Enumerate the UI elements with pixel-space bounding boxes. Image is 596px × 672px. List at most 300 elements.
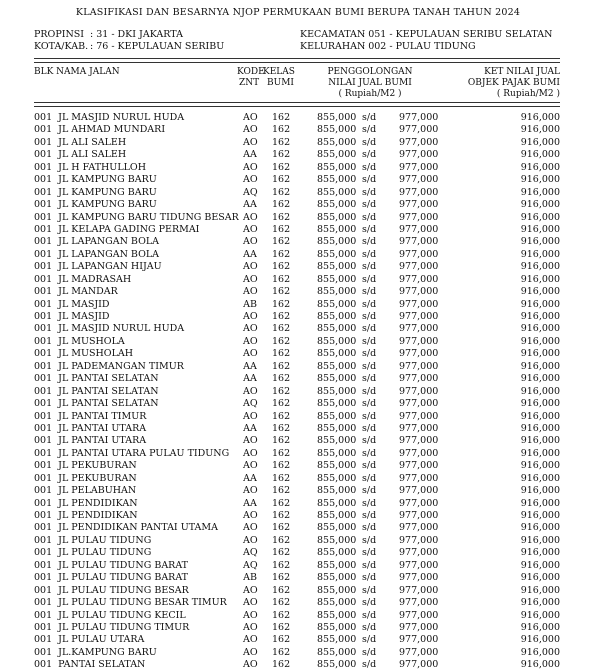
row-max-value: 977,000: [399, 497, 439, 509]
row-street: JL PEKUBURAN: [58, 460, 137, 472]
row-znt: AO: [243, 485, 258, 497]
row-sd: s/d: [362, 223, 377, 235]
row-max-value: 977,000: [399, 621, 439, 633]
row-street: JL PULAU TIDUNG: [58, 547, 152, 559]
table-row: [0, 510, 596, 522]
row-znt: AQ: [243, 547, 258, 559]
row-njop-value: 916,000: [520, 136, 560, 148]
row-street: JL MASJID: [58, 311, 110, 322]
row-street: JL PENDIDIKAN: [58, 497, 138, 509]
row-min-value: 855,000: [317, 223, 357, 235]
row-kelas: 162: [272, 398, 291, 410]
row-njop-value: 916,000: [520, 273, 560, 285]
row-max-value: 977,000: [399, 261, 439, 273]
row-blk: 001: [34, 659, 53, 671]
row-sd: s/d: [362, 335, 377, 347]
row-min-value: 855,000: [317, 584, 357, 596]
row-njop-value: 916,000: [520, 223, 560, 235]
row-njop-value: 916,000: [520, 497, 560, 509]
row-blk-street: [34, 286, 118, 298]
row-njop-value: 916,000: [520, 435, 560, 447]
row-blk-street: [34, 659, 145, 671]
row-min-value: 855,000: [317, 149, 357, 161]
row-blk: 001: [34, 522, 53, 534]
row-street: JL PANTAI UTARA: [58, 422, 147, 434]
row-street: JL PULAU UTARA: [58, 634, 145, 646]
table-row: [0, 112, 596, 124]
row-street: JL H FATHULLOH: [58, 161, 147, 173]
table-row: [0, 373, 596, 385]
row-znt: AO: [243, 161, 258, 173]
row-znt: AA: [243, 248, 257, 260]
row-min-value: 855,000: [317, 373, 357, 385]
row-min-value: 855,000: [317, 497, 357, 509]
row-blk-street: [34, 448, 229, 460]
row-znt: AO: [243, 112, 258, 123]
row-kelas: 162: [272, 161, 291, 173]
row-blk: 001: [34, 161, 53, 173]
row-njop-value: 916,000: [520, 261, 560, 273]
row-street: JL MUSHOLA: [58, 335, 125, 347]
row-blk: 001: [34, 136, 53, 148]
row-blk: 001: [34, 273, 53, 285]
row-min-value: 855,000: [317, 609, 357, 621]
row-znt: AO: [243, 323, 258, 335]
row-blk-street: [34, 535, 151, 547]
row-street: JL PANTAI UTARA: [58, 435, 147, 447]
table-row: [0, 149, 596, 161]
row-blk-street: [34, 112, 184, 124]
row-blk-street: [34, 634, 144, 646]
row-street: JL MANDAR: [58, 286, 118, 298]
row-njop-value: 916,000: [520, 460, 560, 472]
table-row: [0, 274, 596, 286]
row-blk: 001: [34, 559, 53, 571]
kecamatan-value: : 051 - KEPULAUAN SERIBU SELATAN: [362, 29, 553, 40]
table-row: [0, 386, 596, 398]
row-njop-value: 916,000: [520, 609, 560, 621]
row-min-value: 855,000: [317, 311, 357, 322]
row-max-value: 977,000: [399, 584, 439, 596]
row-max-value: 977,000: [399, 199, 439, 211]
row-street: JL PELABUHAN: [58, 485, 137, 497]
row-street: JL MUSHOLAH: [58, 348, 134, 360]
row-max-value: 977,000: [399, 485, 439, 497]
row-blk-street: [34, 361, 184, 373]
row-njop-value: 916,000: [520, 248, 560, 260]
row-blk: 001: [34, 236, 53, 248]
row-blk: 001: [34, 311, 53, 322]
row-street: JL PULAU TIDUNG KECIL: [58, 609, 186, 621]
row-sd: s/d: [362, 273, 377, 285]
row-sd: s/d: [362, 572, 377, 584]
row-kelas: 162: [272, 261, 291, 273]
row-max-value: 977,000: [399, 398, 439, 410]
table-row: [0, 323, 596, 335]
row-street: JL PANTAI UTARA PULAU TIDUNG: [58, 447, 230, 459]
row-njop-value: 916,000: [520, 447, 560, 459]
row-sd: s/d: [362, 634, 377, 646]
row-max-value: 977,000: [399, 248, 439, 260]
row-njop-value: 916,000: [520, 348, 560, 360]
row-blk: 001: [34, 261, 53, 273]
table-row: [0, 299, 596, 311]
row-blk-street: [34, 597, 227, 609]
row-blk: 001: [34, 497, 53, 509]
row-blk: 001: [34, 199, 53, 211]
row-njop-value: 916,000: [520, 335, 560, 347]
row-min-value: 855,000: [317, 286, 357, 298]
row-min-value: 855,000: [317, 621, 357, 633]
row-max-value: 977,000: [399, 609, 439, 621]
row-blk-street: [34, 610, 186, 622]
row-max-value: 977,000: [399, 447, 439, 459]
table-row: [0, 498, 596, 510]
table-row: [0, 199, 596, 211]
row-sd: s/d: [362, 559, 377, 571]
row-blk: 001: [34, 609, 53, 621]
row-kelas: 162: [272, 323, 291, 335]
row-njop-value: 916,000: [520, 124, 560, 136]
row-max-value: 977,000: [399, 273, 439, 285]
row-kelas: 162: [272, 435, 291, 447]
row-sd: s/d: [362, 447, 377, 459]
row-blk: 001: [34, 584, 53, 596]
row-max-value: 977,000: [399, 460, 439, 472]
row-min-value: 855,000: [317, 385, 357, 397]
row-kelas: 162: [272, 559, 291, 571]
table-row: [0, 572, 596, 584]
row-blk-street: [34, 622, 189, 634]
row-blk: 001: [34, 510, 53, 521]
col-bumi: BUMI: [267, 78, 294, 88]
row-blk: 001: [34, 360, 53, 372]
table-row: [0, 311, 596, 323]
table-row: [0, 659, 596, 671]
row-znt: AO: [243, 435, 258, 447]
row-street: JL ALI SALEH: [58, 149, 127, 161]
row-max-value: 977,000: [399, 112, 439, 123]
row-min-value: 855,000: [317, 634, 357, 646]
row-sd: s/d: [362, 211, 377, 223]
row-blk-street: [34, 311, 110, 323]
row-znt: AO: [243, 286, 258, 298]
row-blk: 001: [34, 298, 53, 310]
row-njop-value: 916,000: [520, 597, 560, 609]
row-znt: AA: [243, 422, 257, 434]
row-sd: s/d: [362, 460, 377, 472]
row-znt: AA: [243, 497, 257, 509]
row-blk: 001: [34, 149, 53, 161]
row-sd: s/d: [362, 348, 377, 360]
row-blk-street: [34, 224, 199, 236]
row-max-value: 977,000: [399, 534, 439, 546]
row-znt: AO: [243, 522, 258, 534]
row-min-value: 855,000: [317, 559, 357, 571]
row-kelas: 162: [272, 534, 291, 546]
row-blk: 001: [34, 634, 53, 646]
row-znt: AO: [243, 211, 258, 223]
row-njop-value: 916,000: [520, 646, 560, 658]
row-street: JL KAMPUNG BARU: [58, 199, 157, 211]
row-sd: s/d: [362, 510, 377, 521]
row-min-value: 855,000: [317, 646, 357, 658]
row-min-value: 855,000: [317, 597, 357, 609]
row-blk-street: [34, 249, 159, 261]
row-blk-street: [34, 572, 188, 584]
row-znt: AA: [243, 360, 257, 372]
row-street: JL PULAU TIDUNG: [58, 534, 152, 546]
col-ket-1: KET NILAI JUAL: [484, 67, 560, 77]
njop-table-body: [0, 112, 596, 672]
row-blk: 001: [34, 460, 53, 472]
row-znt: AO: [243, 659, 258, 671]
row-min-value: 855,000: [317, 136, 357, 148]
row-street: JL LAPANGAN BOLA: [58, 236, 160, 248]
table-row: [0, 622, 596, 634]
table-row: [0, 336, 596, 348]
row-street: JL MADRASAH: [58, 273, 132, 285]
row-min-value: 855,000: [317, 211, 357, 223]
table-row: [0, 460, 596, 472]
row-min-value: 855,000: [317, 485, 357, 497]
row-blk: 001: [34, 410, 53, 422]
row-street: JL MASJID NURUL HUDA: [58, 112, 185, 123]
table-row: [0, 236, 596, 248]
row-kelas: 162: [272, 286, 291, 298]
row-blk-street: [34, 348, 133, 360]
row-njop-value: 916,000: [520, 112, 560, 123]
row-blk: 001: [34, 323, 53, 335]
row-kelas: 162: [272, 335, 291, 347]
row-min-value: 855,000: [317, 348, 357, 360]
row-znt: AO: [243, 510, 258, 521]
row-min-value: 855,000: [317, 410, 357, 422]
row-kelas: 162: [272, 136, 291, 148]
row-njop-value: 916,000: [520, 311, 560, 322]
row-njop-value: 916,000: [520, 211, 560, 223]
row-max-value: 977,000: [399, 298, 439, 310]
row-blk: 001: [34, 223, 53, 235]
row-kelas: 162: [272, 609, 291, 621]
row-blk-street: [34, 498, 138, 510]
row-blk-street: [34, 423, 146, 435]
table-row: [0, 485, 596, 497]
row-street: JL AHMAD MUNDARI: [58, 124, 166, 136]
row-blk-street: [34, 162, 146, 174]
row-blk: 001: [34, 335, 53, 347]
row-blk-street: [34, 124, 165, 136]
row-blk: 001: [34, 547, 53, 559]
row-kelas: 162: [272, 385, 291, 397]
row-blk: 001: [34, 348, 53, 360]
table-row: [0, 249, 596, 261]
row-max-value: 977,000: [399, 646, 439, 658]
table-row: [0, 187, 596, 199]
col-penggolongan-1: PENGGOLONGAN: [327, 67, 413, 77]
table-row: [0, 423, 596, 435]
row-sd: s/d: [362, 286, 377, 298]
row-znt: AO: [243, 609, 258, 621]
row-street: JL PULAU TIDUNG BESAR TIMUR: [58, 597, 227, 609]
row-max-value: 977,000: [399, 186, 439, 198]
row-znt: AO: [243, 136, 258, 148]
row-kelas: 162: [272, 348, 291, 360]
row-kelas: 162: [272, 174, 291, 186]
row-max-value: 977,000: [399, 634, 439, 646]
row-max-value: 977,000: [399, 522, 439, 534]
row-blk-street: [34, 485, 136, 497]
row-kelas: 162: [272, 510, 291, 521]
row-blk: 001: [34, 211, 53, 223]
row-njop-value: 916,000: [520, 161, 560, 173]
row-njop-value: 916,000: [520, 559, 560, 571]
row-blk-street: [34, 386, 159, 398]
row-blk-street: [34, 212, 239, 224]
row-njop-value: 916,000: [520, 174, 560, 186]
row-sd: s/d: [362, 485, 377, 497]
row-sd: s/d: [362, 646, 377, 658]
table-row: [0, 435, 596, 447]
row-max-value: 977,000: [399, 223, 439, 235]
table-row: [0, 585, 596, 597]
row-njop-value: 916,000: [520, 360, 560, 372]
row-sd: s/d: [362, 497, 377, 509]
row-njop-value: 916,000: [520, 534, 560, 546]
table-row: [0, 212, 596, 224]
row-street: JL ALI SALEH: [58, 136, 127, 148]
row-min-value: 855,000: [317, 534, 357, 546]
row-kelas: 162: [272, 311, 291, 322]
row-kelas: 162: [272, 360, 291, 372]
row-sd: s/d: [362, 373, 377, 385]
row-sd: s/d: [362, 186, 377, 198]
table-row: [0, 261, 596, 273]
row-njop-value: 916,000: [520, 547, 560, 559]
row-blk-street: [34, 323, 184, 335]
row-kelas: 162: [272, 248, 291, 260]
row-blk: 001: [34, 248, 53, 260]
row-njop-value: 916,000: [520, 572, 560, 584]
row-znt: AQ: [243, 186, 258, 198]
row-kelas: 162: [272, 199, 291, 211]
row-blk: 001: [34, 472, 53, 484]
row-kelas: 162: [272, 186, 291, 198]
col-kode: KODE: [237, 67, 265, 77]
row-kelas: 162: [272, 547, 291, 559]
row-blk-street: [34, 522, 218, 534]
header-top-rule: [34, 58, 560, 63]
row-znt: AQ: [243, 559, 258, 571]
row-blk: 001: [34, 112, 53, 123]
row-min-value: 855,000: [317, 398, 357, 410]
row-max-value: 977,000: [399, 659, 439, 671]
row-znt: AO: [243, 646, 258, 658]
row-min-value: 855,000: [317, 460, 357, 472]
col-ket-3: ( Rupiah/M2 ): [496, 89, 560, 99]
row-blk-street: [34, 547, 151, 559]
row-znt: AO: [243, 634, 258, 646]
row-blk: 001: [34, 286, 53, 298]
row-znt: AO: [243, 460, 258, 472]
row-street: JL PANTAI SELATAN: [58, 398, 159, 410]
row-sd: s/d: [362, 161, 377, 173]
row-min-value: 855,000: [317, 161, 357, 173]
table-row: [0, 348, 596, 360]
row-kelas: 162: [272, 646, 291, 658]
row-znt: AQ: [243, 398, 258, 410]
table-row: [0, 547, 596, 559]
document-title: KLASIFIKASI DAN BESARNYA NJOP PERMUKAAN BUMI BERUPA TANAH TAHUN 2024: [75, 7, 521, 18]
header-bottom-rule: [34, 102, 560, 107]
row-kelas: 162: [272, 410, 291, 422]
table-row: [0, 174, 596, 186]
row-znt: AO: [243, 410, 258, 422]
row-min-value: 855,000: [317, 659, 357, 671]
row-street: JL.KAMPUNG BARU: [58, 646, 157, 658]
row-min-value: 855,000: [317, 186, 357, 198]
row-max-value: 977,000: [399, 572, 439, 584]
row-znt: AA: [243, 373, 257, 385]
row-blk-street: [34, 411, 146, 423]
row-znt: AA: [243, 472, 257, 484]
propinsi-label: PROPINSI: [34, 29, 85, 40]
row-max-value: 977,000: [399, 161, 439, 173]
row-kelas: 162: [272, 273, 291, 285]
row-min-value: 855,000: [317, 323, 357, 335]
row-znt: AO: [243, 236, 258, 248]
row-kelas: 162: [272, 373, 291, 385]
table-row: [0, 647, 596, 659]
row-min-value: 855,000: [317, 572, 357, 584]
row-min-value: 855,000: [317, 510, 357, 521]
row-njop-value: 916,000: [520, 199, 560, 211]
row-blk: 001: [34, 373, 53, 385]
row-sd: s/d: [362, 236, 377, 248]
row-street: JL PADEMANGAN TIMUR: [58, 360, 184, 372]
row-max-value: 977,000: [399, 410, 439, 422]
kelurahan-label: KELURAHAN: [300, 41, 366, 52]
row-kelas: 162: [272, 621, 291, 633]
row-min-value: 855,000: [317, 335, 357, 347]
row-blk-street: [34, 174, 157, 186]
row-znt: AO: [243, 174, 258, 186]
row-sd: s/d: [362, 609, 377, 621]
row-znt: AO: [243, 223, 258, 235]
row-sd: s/d: [362, 261, 377, 273]
row-kelas: 162: [272, 124, 291, 136]
kota-value: : 76 - KEPULAUAN SERIBU: [90, 41, 225, 52]
row-max-value: 977,000: [399, 385, 439, 397]
propinsi-value: : 31 - DKI JAKARTA: [90, 29, 183, 40]
row-njop-value: 916,000: [520, 584, 560, 596]
row-sd: s/d: [362, 136, 377, 148]
row-kelas: 162: [272, 659, 291, 671]
row-znt: AO: [243, 584, 258, 596]
row-kelas: 162: [272, 472, 291, 484]
col-penggolongan-2: NILAI JUAL BUMI: [328, 78, 412, 88]
row-max-value: 977,000: [399, 286, 439, 298]
row-max-value: 977,000: [399, 360, 439, 372]
row-street: JL PULAU TIDUNG TIMUR: [58, 621, 190, 633]
row-znt: AO: [243, 124, 258, 136]
row-znt: AO: [243, 273, 258, 285]
row-sd: s/d: [362, 547, 377, 559]
row-street: JL MASJID: [58, 298, 110, 310]
row-kelas: 162: [272, 497, 291, 509]
table-row: [0, 473, 596, 485]
row-znt: AB: [243, 298, 257, 310]
